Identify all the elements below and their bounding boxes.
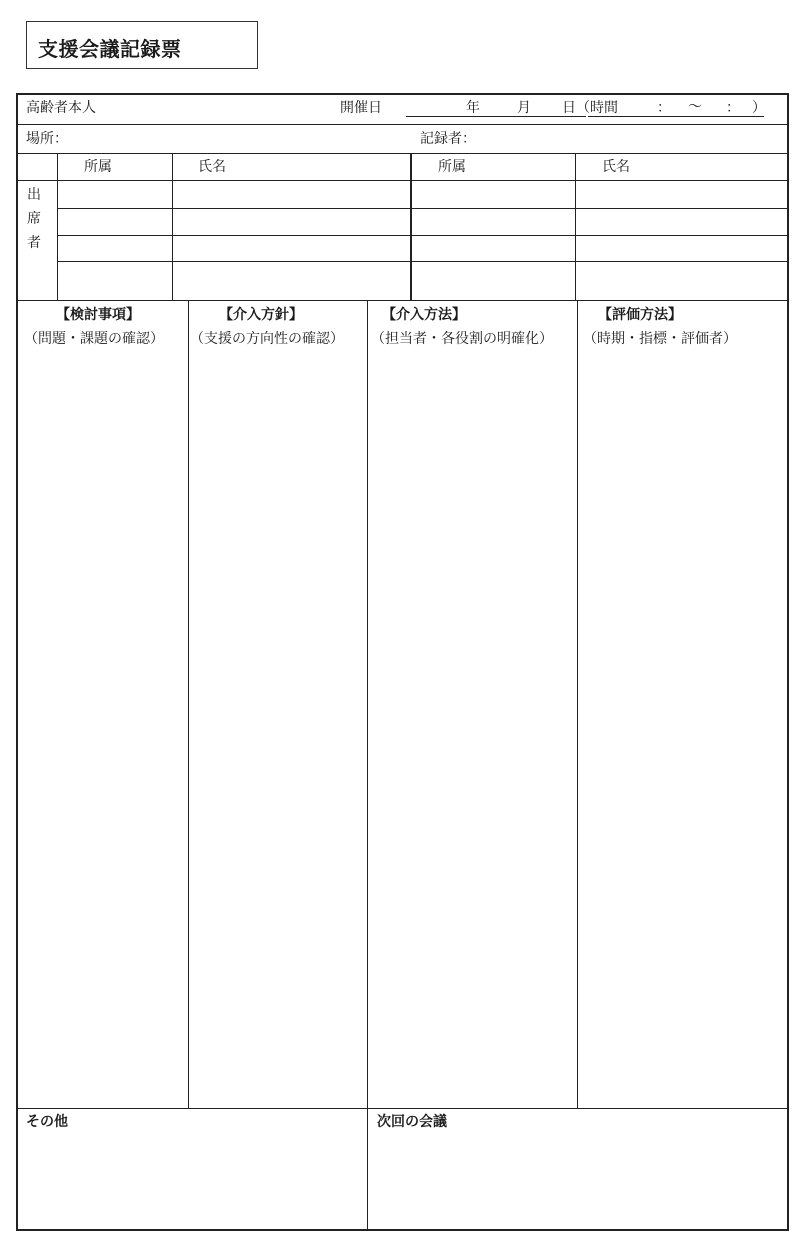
row-divider: [17, 124, 788, 125]
form-frame: [16, 93, 789, 1231]
table-row-divider: [57, 261, 788, 262]
attendee-vertical-label: 者: [27, 235, 41, 251]
other-label: その他: [26, 1114, 68, 1130]
column-divider: [367, 301, 368, 1230]
time-tilde: ～: [688, 99, 702, 115]
row-divider: [17, 300, 788, 301]
attendee-vertical-label: 出: [27, 187, 41, 203]
day-label: 日: [562, 100, 576, 116]
attendee-name-header-2: 氏名: [602, 159, 630, 175]
date-underline: [406, 116, 586, 117]
row-divider: [17, 153, 788, 154]
row-divider: [17, 1108, 788, 1109]
place-label: 場所：: [26, 131, 68, 147]
column-sub-method: （担当者・各役割の明確化）: [371, 331, 553, 347]
column-heading-policy: 【介入方針】: [219, 307, 303, 323]
table-row-divider: [17, 180, 788, 181]
time-close: ）: [752, 100, 766, 116]
column-heading-issues: 【検討事項】: [56, 307, 140, 323]
column-sub-evaluation: （時期・指標・評価者）: [583, 331, 737, 347]
column-divider: [577, 301, 578, 1108]
attendee-affiliation-header: 所属: [84, 159, 112, 175]
subject-label: 高齢者本人: [26, 100, 96, 116]
year-label: 年: [466, 100, 480, 116]
table-col-divider: [575, 154, 576, 300]
time-colon-1: ：: [657, 100, 671, 116]
table-col-divider: [410, 154, 412, 300]
column-sub-issues: （問題・課題の確認）: [24, 331, 164, 347]
form-title: 支援会議記録票: [38, 37, 182, 61]
table-row-divider: [57, 208, 788, 209]
table-row-divider: [57, 235, 788, 236]
column-heading-evaluation: 【評価方法】: [598, 307, 682, 323]
time-underline: [588, 116, 764, 117]
date-label: 開催日: [340, 100, 382, 116]
attendee-vertical-label: 席: [27, 211, 41, 227]
table-col-divider: [57, 154, 58, 300]
recorder-label: 記録者：: [420, 131, 476, 147]
time-open: （時間: [576, 100, 618, 116]
time-colon-2: ：: [726, 100, 740, 116]
column-divider: [188, 301, 189, 1108]
table-col-divider: [172, 154, 173, 300]
attendee-name-header: 氏名: [198, 159, 226, 175]
next-meeting-label: 次回の会議: [377, 1114, 447, 1130]
column-heading-method: 【介入方法】: [382, 307, 466, 323]
month-label: 月: [517, 100, 531, 116]
attendee-affiliation-header-2: 所属: [438, 159, 466, 175]
column-sub-policy: （支援の方向性の確認）: [190, 331, 344, 347]
